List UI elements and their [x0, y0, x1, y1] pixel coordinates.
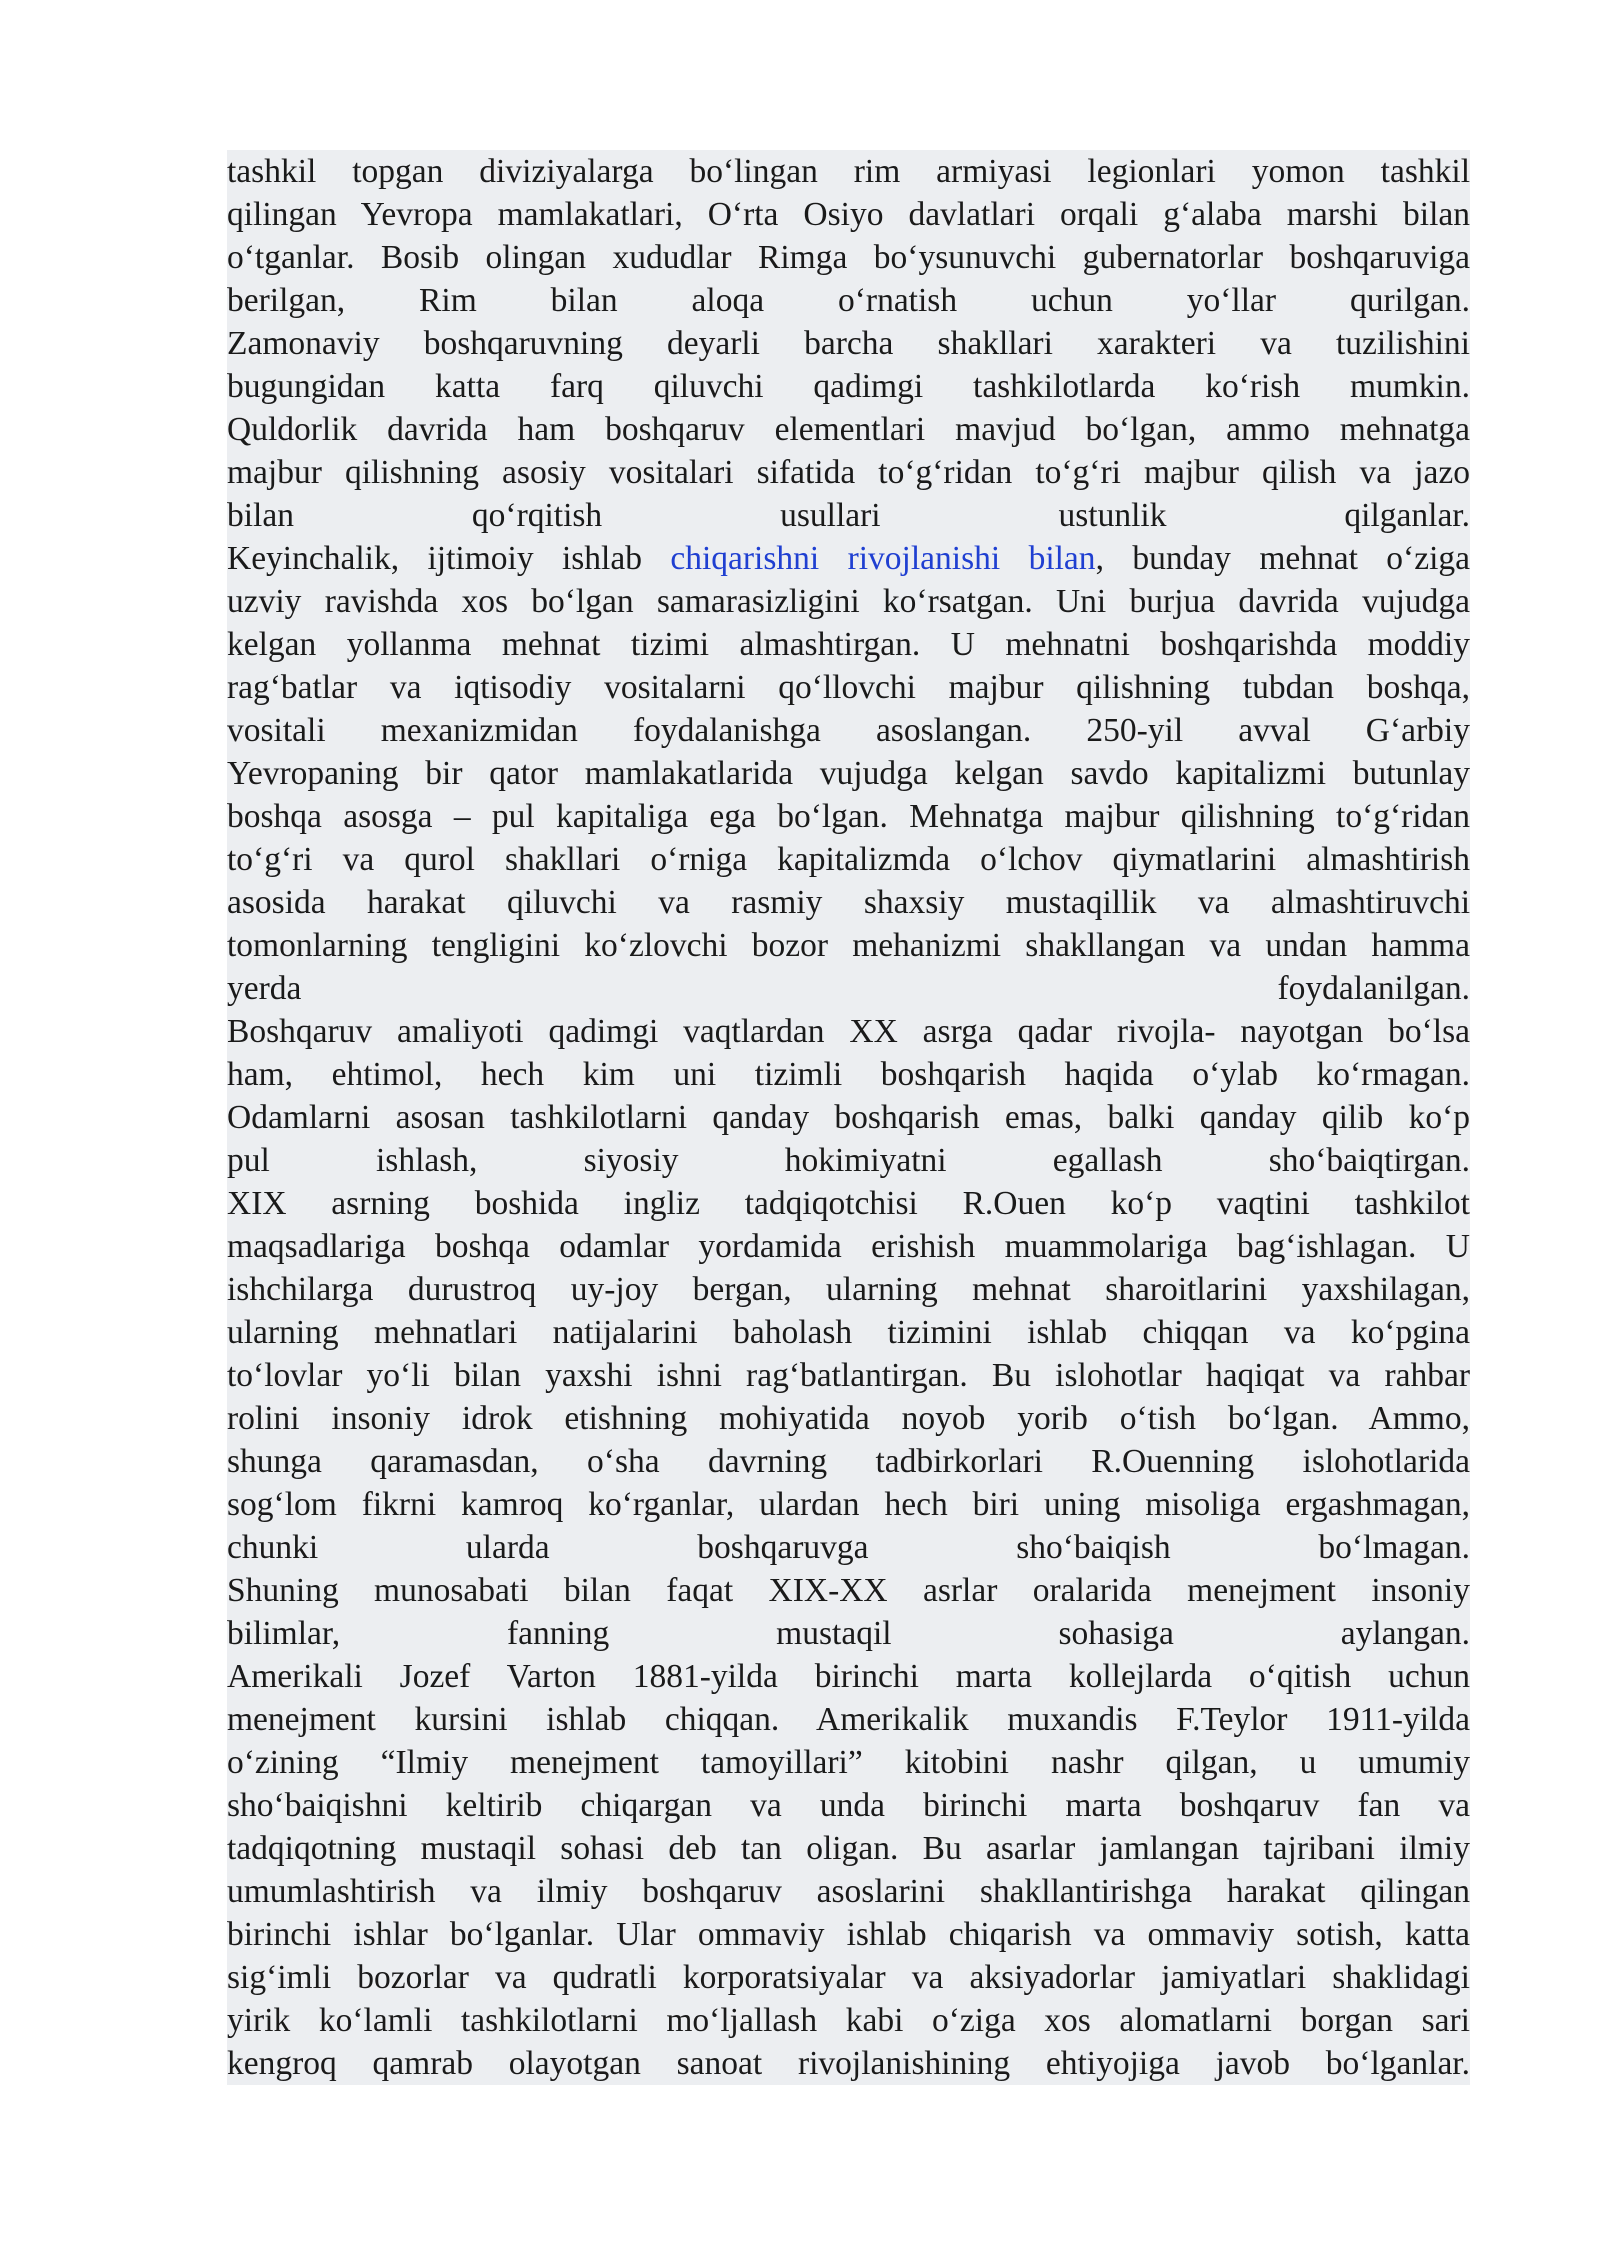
text-line: tomonlarning tengligini ko‘zlovchi bozor mehanizmi shakllangan va undan hamma — [227, 924, 1470, 967]
text-line: Odamlarni asosan tashkilotlarni qanday boshqarish emas, balki qanday qilib ko‘p — [227, 1096, 1470, 1139]
text-line: sog‘lom fikrni kamroq ko‘rganlar, ulardan hech biri uning misoliga ergashmagan, — [227, 1483, 1470, 1526]
text-line: bilan qo‘rqitish usullari ustunlik qilganlar. — [227, 494, 1470, 537]
text-line-with-link — [227, 537, 1470, 580]
text-line: tashkil topgan diviziyalarga bo‘lingan rim armiyasi legionlari yomon tashkil — [227, 150, 1470, 193]
text-line: kengroq qamrab olayotgan sanoat rivojlanishining ehtiyojiga javob bo‘lganlar. — [227, 2042, 1470, 2085]
inline-link[interactable]: chiqarishni rivojlanishi bilan — [670, 540, 1096, 577]
text-line: kelgan yollanma mehnat tizimi almashtirgan. U mehnatni boshqarishda moddiy — [227, 623, 1470, 666]
text-line: majbur qilishning asosiy vositalari sifatida to‘g‘ridan to‘g‘ri majbur qilish va jazo — [227, 451, 1470, 494]
text-line: to‘g‘ri va qurol shakllari o‘rniga kapitalizmda o‘lchov qiymatlarini almashtirish — [227, 838, 1470, 881]
text-line: Zamonaviy boshqaruvning deyarli barcha shakllari xarakteri va tuzilishini — [227, 322, 1470, 365]
text-line: uzviy ravishda xos bo‘lgan samarasizligini ko‘rsatgan. Uni burjua davrida vujudga — [227, 580, 1470, 623]
document-body — [227, 150, 1470, 2085]
link-line-after: , bunday mehnat o‘ziga — [1095, 540, 1470, 577]
text-line: ham, ehtimol, hech kim uni tizimli boshqarish haqida o‘ylab ko‘rmagan. — [227, 1053, 1470, 1096]
text-line: shunga qaramasdan, o‘sha davrning tadbirkorlari R.Ouenning islohotlarida — [227, 1440, 1470, 1483]
text-line: maqsadlariga boshqa odamlar yordamida erishish muammolariga bag‘ishlagan. U — [227, 1225, 1470, 1268]
text-line: birinchi ishlar bo‘lganlar. Ular ommaviy ishlab chiqarish va ommaviy sotish, katta — [227, 1913, 1470, 1956]
text-line: vositali mexanizmidan foydalanishga asoslangan. 250-yil avval G‘arbiy — [227, 709, 1470, 752]
text-line: chunki ularda boshqaruvga sho‘baiqish bo‘lmagan. — [227, 1526, 1470, 1569]
text-line: ularning mehnatlari natijalarini baholash tizimini ishlab chiqqan va ko‘pgina — [227, 1311, 1470, 1354]
text-line: o‘tganlar. Bosib olingan xududlar Rimga bo‘ysunuvchi gubernatorlar boshqaruviga — [227, 236, 1470, 279]
text-line: Quldorlik davrida ham boshqaruv elementlari mavjud bo‘lgan, ammo mehnatga — [227, 408, 1470, 451]
text-line: to‘lovlar yo‘li bilan yaxshi ishni rag‘batlantirgan. Bu islohotlar haqiqat va rahbar — [227, 1354, 1470, 1397]
text-line: bugungidan katta farq qiluvchi qadimgi tashkilotlarda ko‘rish mumkin. — [227, 365, 1470, 408]
text-line: sig‘imli bozorlar va qudratli korporatsiyalar va aksiyadorlar jamiyatlari shaklidagi — [227, 1956, 1470, 1999]
text-line: berilgan, Rim bilan aloqa o‘rnatish uchun yo‘llar qurilgan. — [227, 279, 1470, 322]
text-line: bilimlar, fanning mustaqil sohasiga aylangan. — [227, 1612, 1470, 1655]
text-line: rag‘batlar va iqtisodiy vositalarni qo‘llovchi majbur qilishning tubdan boshqa, — [227, 666, 1470, 709]
text-line: sho‘baiqishni keltirib chiqargan va unda birinchi marta boshqaruv fan va — [227, 1784, 1470, 1827]
text-line: yerda foydalanilgan. — [227, 967, 1470, 1010]
text-line: qilingan Yevropa mamlakatlari, O‘rta Osiyo davlatlari orqali g‘alaba marshi bilan — [227, 193, 1470, 236]
text-line: pul ishlash, siyosiy hokimiyatni egallash sho‘baiqtirgan. — [227, 1139, 1470, 1182]
text-line: ishchilarga durustroq uy-joy bergan, ularning mehnat sharoitlarini yaxshilagan, — [227, 1268, 1470, 1311]
text-line: Yevropaning bir qator mamlakatlarida vujudga kelgan savdo kapitalizmi butunlay — [227, 752, 1470, 795]
link-line-before: Keyinchalik, ijtimoiy ishlab — [227, 540, 671, 577]
text-line: boshqa asosga – pul kapitaliga ega bo‘lgan. Mehnatga majbur qilishning to‘g‘ridan — [227, 795, 1470, 838]
text-line: tadqiqotning mustaqil sohasi deb tan oligan. Bu asarlar jamlangan tajribani ilmiy — [227, 1827, 1470, 1870]
text-line: o‘zining “Ilmiy menejment tamoyillari” kitobini nashr qilgan, u umumiy — [227, 1741, 1470, 1784]
text-line: XIX asrning boshida ingliz tadqiqotchisi R.Ouen ko‘p vaqtini tashkilot — [227, 1182, 1470, 1225]
text-line: menejment kursini ishlab chiqqan. Amerikalik muxandis F.Teylor 1911-yilda — [227, 1698, 1470, 1741]
text-line: Shuning munosabati bilan faqat XIX-XX asrlar oralarida menejment insoniy — [227, 1569, 1470, 1612]
text-line: umumlashtirish va ilmiy boshqaruv asoslarini shakllantirishga harakat qilingan — [227, 1870, 1470, 1913]
text-line: rolini insoniy idrok etishning mohiyatida noyob yorib o‘tish bo‘lgan. Ammo, — [227, 1397, 1470, 1440]
text-line: Amerikali Jozef Varton 1881-yilda birinchi marta kollejlarda o‘qitish uchun — [227, 1655, 1470, 1698]
text-line: Boshqaruv amaliyoti qadimgi vaqtlardan XX asrga qadar rivojla- nayotgan bo‘lsa — [227, 1010, 1470, 1053]
text-line: asosida harakat qiluvchi va rasmiy shaxsiy mustaqillik va almashtiruvchi — [227, 881, 1470, 924]
text-line: yirik ko‘lamli tashkilotlarni mo‘ljallash kabi o‘ziga xos alomatlarni borgan sari — [227, 1999, 1470, 2042]
